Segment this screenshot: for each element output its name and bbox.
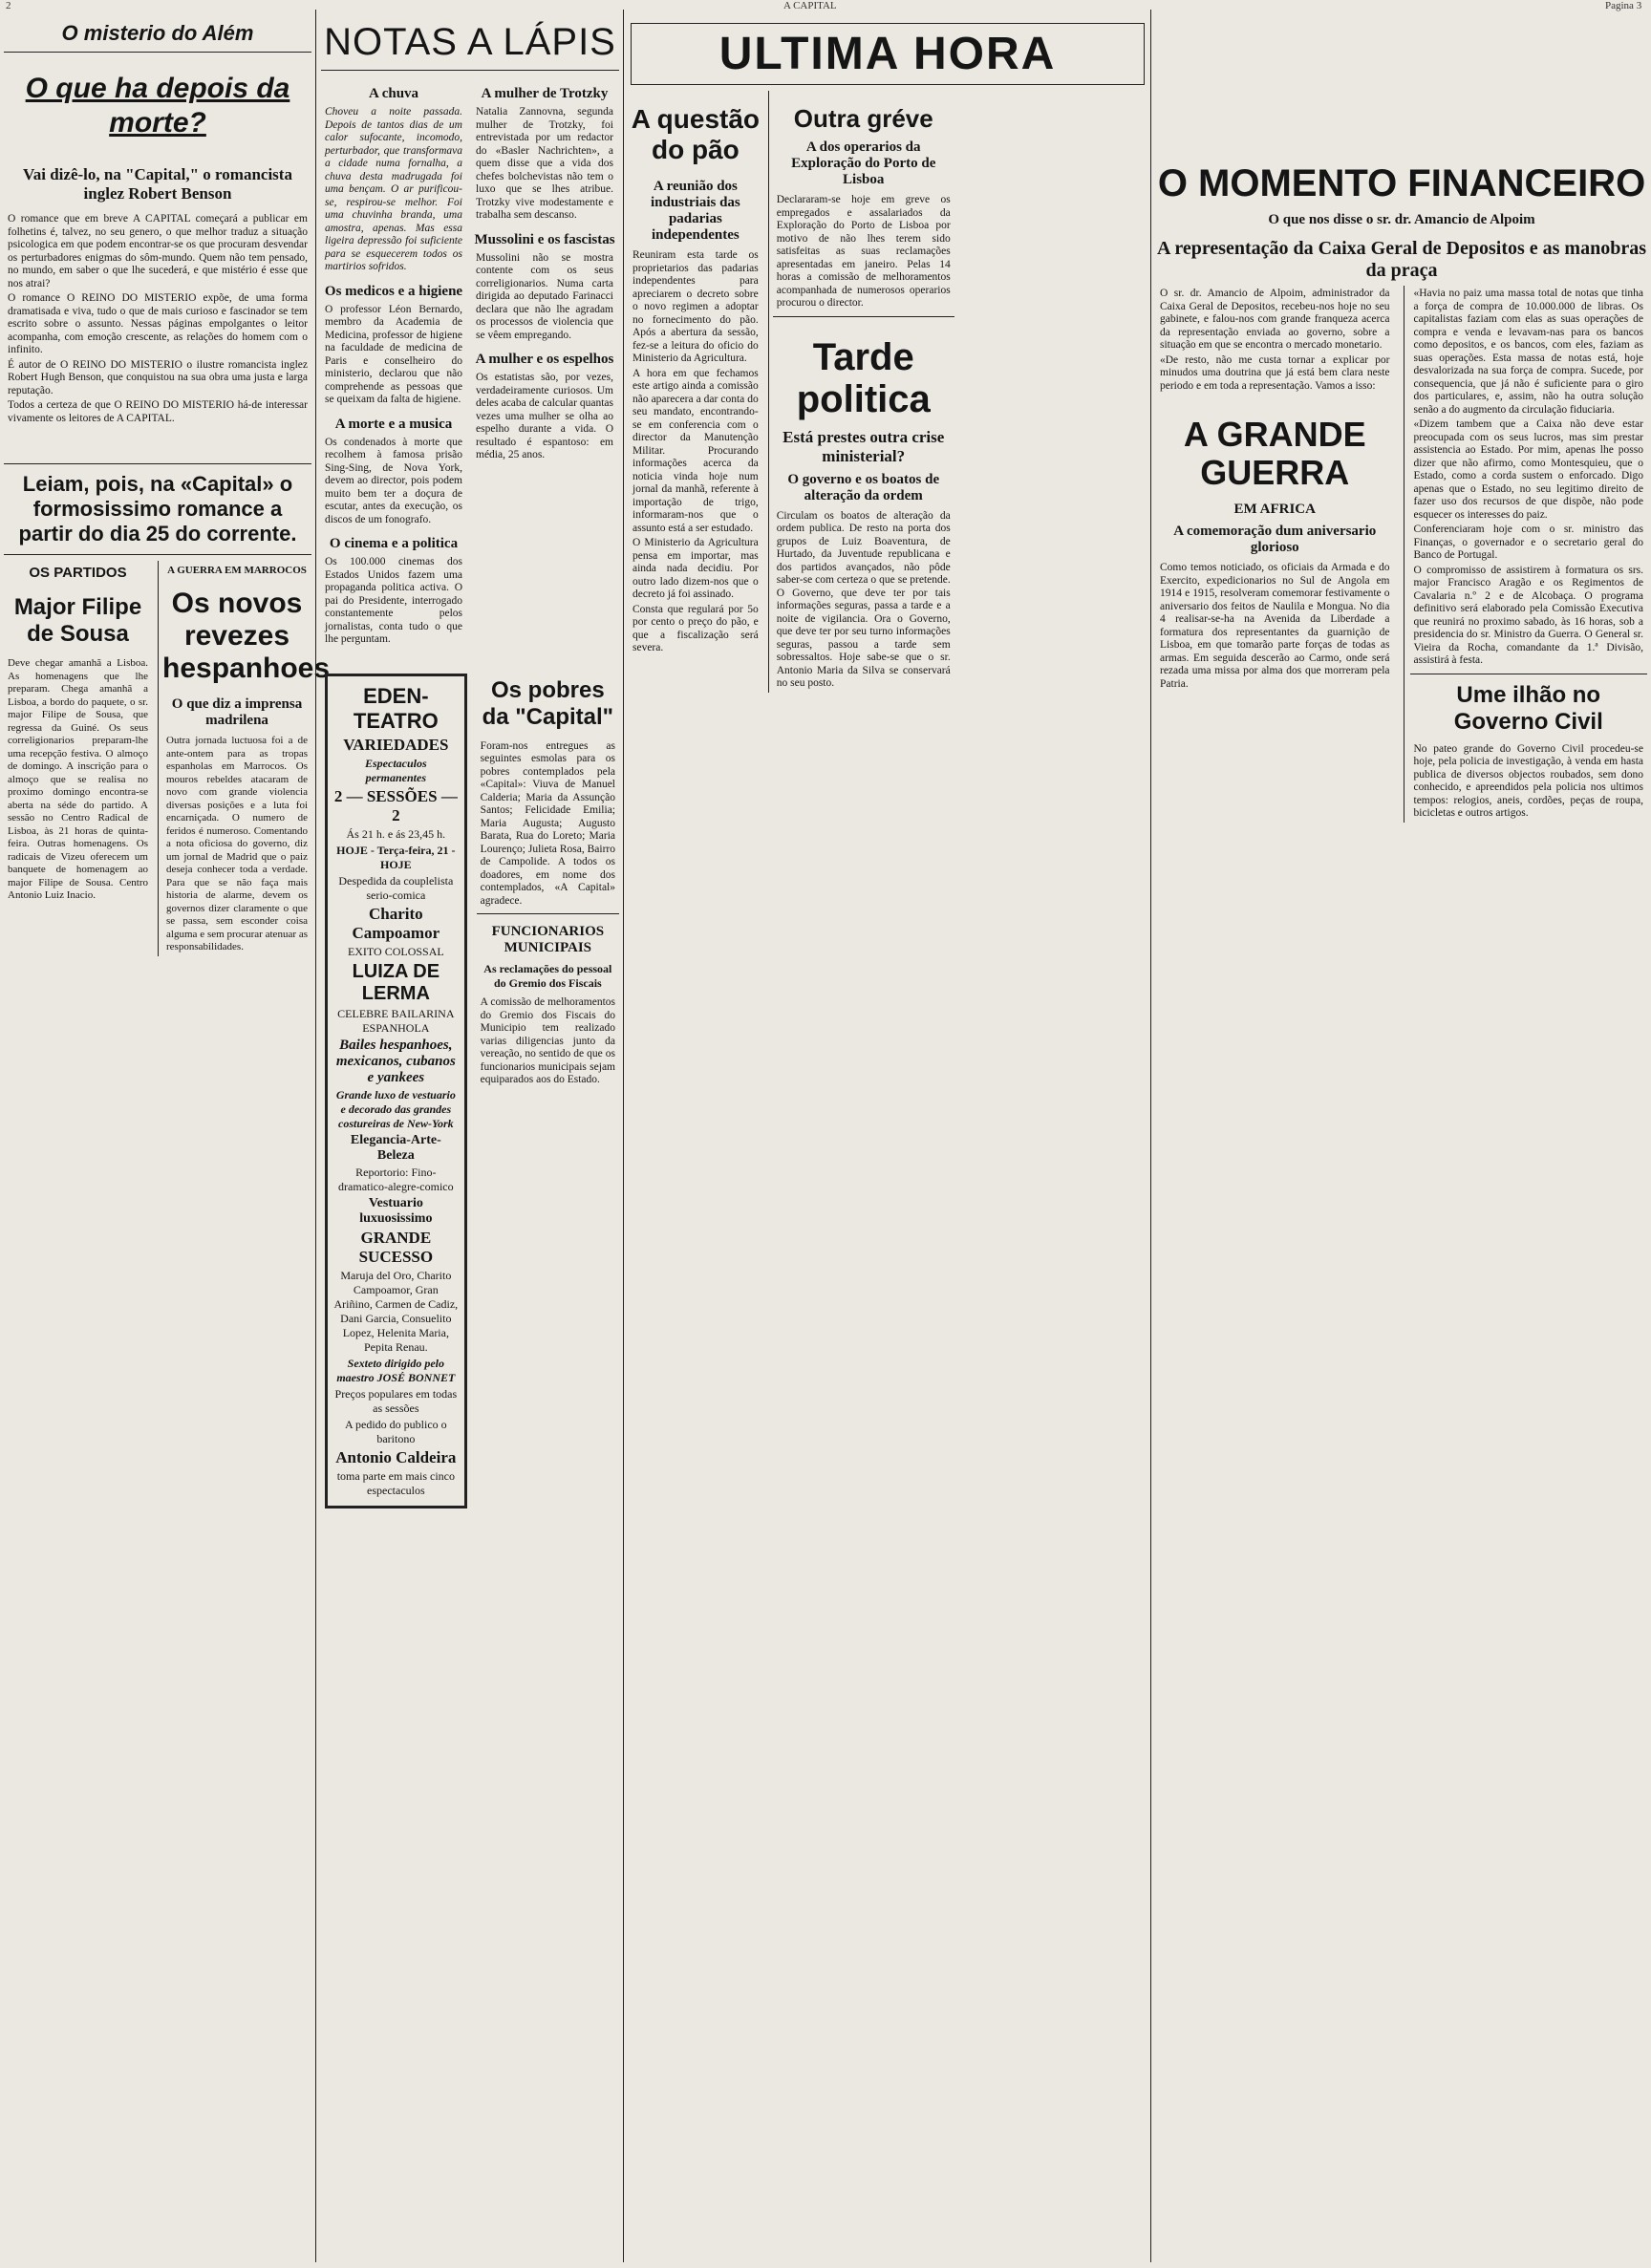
page-number: 2 — [6, 0, 11, 11]
caixa-columns — [1156, 286, 1647, 823]
paper-name: A CAPITAL — [783, 0, 837, 11]
pobres-title: Os pobres da "Capital" — [482, 676, 614, 730]
espelhos-title: A mulher e os espelhos — [475, 352, 614, 367]
pao-body: Reuniram esta tarde os proprietarios das padarias independentes para apreciarem o decreto sobre o novo regimen a adoptar no fornecimento do pão. Após a abertura da sessão, fez-se a leitura do oficio do Ministerio da Agricultura. — [633, 249, 759, 364]
funcionarios-body: A comissão de melhoramentos do Gremio dos Fiscais do Municipio tem realizado varias diligencias junto da vereação, no sentido de que os funcionarios municipais sejam equiparados aos do Estado. — [480, 996, 615, 1085]
feuilleton-notice: Leiam, pois, na «Capital» o formosissimo romance a partir do dia 25 do corrente. — [18, 472, 297, 546]
notas-columns — [321, 76, 619, 649]
ad-star2: LUIZA DE LERMA — [352, 960, 440, 1004]
caixa-body: «Havia no paiz uma massa total de notas que tinha a força de compra de 10.000.000 de libras. Os capitalistas faziam com elas as suas operações de compra e venda e levavam-nas para os bancos como depositos, e os bancos, com eles, faziam as suas operações. Esta massa de notas está, hoje desvalorizada na sua força de compra. Sucede, por consequencia, que já não é suficiente para o giro dos particulares, e, assim, não ha outra solução senão a do augmento da circulação fiduciaria. — [1413, 288, 1643, 416]
ad-prices: Preços populares em todas as sessões — [334, 1386, 458, 1415]
ad-star1: Charito Campoamor — [352, 904, 440, 942]
mussolini-title: Mussolini e os fascistas — [474, 231, 615, 247]
column-rule — [315, 10, 316, 2262]
column-4 — [1156, 17, 1647, 2260]
notas-left — [321, 76, 466, 649]
financeiro-title: O MOMENTO FINANCEIRO — [1157, 162, 1646, 204]
musica-title: A morte e a musica — [334, 416, 453, 432]
greve-title: Outra gréve — [793, 104, 933, 133]
cinema-body: Os 100.000 cinemas dos Estados Unidos fazem uma propaganda politica activa. O pai do Presidente, interrogado constantemente pelos jornalistas, conta tudo o que lhe perguntam. — [325, 556, 462, 645]
caixa-right — [1404, 286, 1648, 823]
divider — [477, 913, 619, 914]
page-corner: Pagina 3 — [1605, 0, 1642, 11]
medicos-body: O professor Léon Bernardo, membro da Academia de Medicina, professor de higiene na faculdade de medicina de Paris e conselheiro do ministerio, declarou que não comprehende as pessoas que se queixam da falta de higiene. — [325, 303, 462, 405]
subhead: Vai dizê-lo, na "Capital," o romancista inglez Robert Benson — [23, 165, 292, 203]
musica-body: Os condenados à morte que recolhem à famosa prisão Sing-Sing, de Nova York, devem ao director, pois podem muito bem ter a doçura de escutar, antes da execução, os discos de um fonografo. — [325, 436, 462, 525]
chuva-title: A chuva — [368, 86, 419, 101]
tarde-sub2: O governo e os boatos de alteração da ordem — [787, 471, 940, 503]
ad-elegance: Elegancia-Arte-Beleza — [350, 1132, 441, 1163]
tarde-sub: Está prestes outra crise ministerial? — [783, 427, 945, 465]
cinema-title: O cinema e a politica — [329, 536, 459, 551]
pao-title: A questão do pão — [631, 104, 761, 164]
ad-repertoire: Reportorio: Fino-dramatico-alegre-comico — [338, 1165, 454, 1193]
ad-shows: Espectaculos permanentes — [365, 756, 427, 784]
eden-teatro-ad — [325, 674, 467, 1508]
divider — [4, 463, 311, 464]
notas-right — [472, 76, 617, 649]
divider — [4, 554, 311, 555]
divider — [321, 70, 619, 71]
headline: O que ha depois da morte? — [25, 73, 290, 139]
ad-wardrobe: Vestuario luxuosissimo — [359, 1195, 433, 1226]
divider — [4, 52, 311, 53]
tarde-body: Circulam os boatos de alteração da ordem publica. De resto na porta dos grupos de Luiz Boaventura, de Hurtado, da Juventude republicana e dos partidos avançados, não pôde saber-se com certeza o que se pretende. O Governo, que deve ter por tais informações seguras, passa a tarde e a noite de vigilancia. Ora o Governo, que deve ter por seu turno informações seguras, passou a tarde sem sobressaltos. Hoje sabe-se que o sr. Antonio Maria da Silva se conservará no seu posto. — [776, 509, 951, 689]
pobres-column — [477, 668, 619, 1514]
masthead-ultima-hora: ULTIMA HORA — [718, 29, 1057, 79]
greve-body: Declararam-se hoje em greve os empregados e assalariados da Exploração do Porto de Lisboa por motivo de não lhes terem sido satisfeitas as suas reclamações apresentadas em janeiro. Pelas 14 horas a comissão de melhoramentos acompanhada de numerosos operarios procurou o director. — [776, 194, 951, 309]
marrocos-headline: Os novos revezes hespanhoes — [162, 588, 331, 684]
partidos-article — [4, 561, 152, 956]
column-3 — [629, 17, 1147, 2260]
pao-sub: A reunião dos industriais das padarias independentes — [650, 179, 740, 243]
ultima-right-columns — [773, 91, 1147, 693]
ad-sextet: Sexteto dirigido pelo maestro JOSÉ BONNET — [336, 1356, 456, 1384]
greve-sub: A dos operarios da Exploração do Porto de Lisboa — [791, 139, 936, 187]
guerra-title: A GRANDE GUERRA — [1183, 415, 1366, 492]
pao-body: Consta que regulará por 5o por cento o preço do pão, e que a fiscalização será severa. — [633, 603, 759, 653]
medicos-title: Os medicos e a higiene — [324, 283, 463, 299]
ad-today: HOJE - Terça-feira, 21 - HOJE — [336, 843, 456, 871]
funcionarios-sub: As reclamações do pessoal do Gremio dos Fiscais — [483, 962, 612, 990]
ad-farewell: Despedida da couplelista serio-comica — [338, 873, 454, 902]
ad-baritone-tail: toma parte em mais cinco espectaculos — [336, 1468, 455, 1497]
ad-success: GRANDE SUCESSO — [358, 1228, 434, 1266]
partidos-section: OS PARTIDOS — [29, 565, 127, 581]
ad-theatre: EDEN-TEATRO — [353, 683, 439, 733]
pao-body: O Ministerio da Agricultura pensa em importar, mas ainda nada decidiu. Por outro lado dizem-nos que o decreto já foi assinado. — [633, 537, 759, 600]
ultima-columns — [629, 91, 1147, 693]
ad-baritone-note: A pedido do publico o baritono — [345, 1417, 447, 1445]
article-paragraph: Todos a certeza de que O REINO DO MISTERIO há-de interessar vivamente os leitores de A CAPITAL. — [8, 399, 308, 424]
marrocos-article — [158, 561, 331, 956]
pao-body: A hora em que fechamos este artigo ainda a comissão não aparecera a dar conta do seu mandato, encontrando-se em conferencia com o director da Manutenção Militar. Procurando informações acerca da noticia vinda hoje num jornal da manhã, referente à importação de trigo, informaram-nos que o assunto está a ser estudado. — [633, 367, 759, 534]
masthead-notas: NOTAS A LÁPIS — [324, 21, 616, 63]
chuva-body: Choveu a noite passada. Depois de tantos dias de um calor sufocante, incomodo, perturbador, que transformava a cidade numa fornalha, a chuva desta madrugada foi uma bençam. O ar purificou-se, respirou-se melhor. Foi uma chuvinha branda, uma amostra, apenas. Mas essa ligeira depressão foi suficiente para se esquecerem todos os martirios sofridos. — [325, 106, 462, 272]
trotzky-body: Natalia Zannovna, segunda mulher de Trotzky, foi entrevistada por um redactor do «Basler Nachrichten», a quem disse que a vida dos chefes bolchevistas não tem o luxo que se lhes atribue. Trotzky vive modestamente e trabalha sem descanso. — [476, 106, 613, 221]
caixa-body: «De resto, não me custa tornar a explicar por minudos uma doutrina que já está bem clara neste periodo e em toda a representação. Vamos a isso: — [1160, 353, 1390, 392]
caixa-title: A representação da Caixa Geral de Depositos e as manobras da praça — [1156, 238, 1646, 281]
column-rule — [623, 10, 624, 2262]
ad-sessions: 2 — SESSÕES — 2 — [333, 786, 458, 824]
caixa-body: O sr. dr. Amancio de Alpoim, administrador da Caixa Geral de Depositos, recebeu-nos hoje no seu gabinete, e falou-nos com grande franqueza acerca da representação enviada ao governo, sobre a situação em que se encontra o mercado monetario. — [1160, 288, 1390, 351]
greve-column — [773, 91, 954, 693]
article-paragraph: É autor de O REINO DO MISTERIO o ilustre romancista inglez Robert Hugh Benson, que conquistou na sua obra uma justa e larga reputação. — [8, 358, 308, 396]
ad-kind: VARIEDADES — [343, 735, 449, 754]
column-1 — [4, 17, 331, 2260]
guerra-sub2: A comemoração dum aniversario glorioso — [1173, 524, 1377, 555]
guerra-sub: EM AFRICA — [1233, 502, 1316, 517]
ultima-right — [768, 91, 1147, 693]
guerra-body: O compromisso de assistirem à formatura os srs. major Francisco Aragão e os Regimentos de Cavalaria n.º 2 e de Alcobaça. O programa definitivo será elaborado pela Comissão Executiva que reunirá no proximo sabado, às 16 horas, sob a presidencia do sr. Ministro da Guerra. O General sr. Vieira da Rocha, comandante da 1.ª Divisão, assistirá à festa. — [1413, 564, 1643, 666]
column-2 — [321, 17, 619, 2260]
article-paragraph: O romance que em breve A CAPITAL começará a publicar em folhetins é, talvez, no seu genero, o que melhor traduz a situação psicologica em que podem encontrar-se os que procuram desvendar os perturbadores enigmas do sôm-mundo. Quem não tem pensado, no mundo, em saber o que lhe sucederá, e que mistério é esse que nos atrai? — [8, 213, 308, 289]
ad-star2-desc: CELEBRE BAILARINA ESPANHOLA — [337, 1006, 455, 1035]
partidos-body: Deve chegar amanhã a Lisboa. As homenagens que lhe preparam. Chega amanhã a Lisboa, a bordo do paquete, o sr. major Filipe de Sousa, que regressa da Guiné. Os seus correligionarios preparam-lhe uma recepção festiva. O almoço de domingo. A inscrição para o almoço que se realisa no proximo domingo encontra-se aberta na séde do partido. A sessão no Centro Radical de Lisboa, às 21 horas de quinta-feira. Outras homenagens. Os radicais de Vizeu oferecem um banquete de homenagem ao major Filipe de Sousa. Centro Antonio Luiz Inacio. — [8, 657, 148, 901]
ilhao-body: No pateo grande do Governo Civil procedeu-se hoje, pela policia de investigação, à venda em hasta publica de diversos objectos roubados, sem dono conhecido, e apreendidos pela policia nos ultimos tempos: relogios, aneis, cordões, peças de roupa, bicicletas e outros artigos. — [1413, 742, 1643, 819]
lower-section — [321, 668, 619, 1514]
article-paragraph: O romance O REINO DO MISTERIO expõe, de uma forma dramatisada e viva, tudo o que de mais curioso e fascinador se tem escrito sobre o assunto. Nessas páginas empolgantes o leitor acompanha, com emoção crescente, as relações do homem com o infinito. — [8, 292, 308, 355]
ad-baritone: Antonio Caldeira — [335, 1447, 457, 1466]
ad-times: Ás 21 h. e ás 23,45 h. — [346, 826, 446, 841]
partidos-headline: Major Filipe de Sousa — [13, 594, 142, 647]
caixa-body: Conferenciaram hoje com o sr. ministro das Finanças, o governador e o secretario geral do Banco de Portugal. — [1413, 524, 1643, 561]
column-rule — [1150, 10, 1151, 2262]
section-title: O misterio do Além — [61, 21, 254, 45]
ultima-left — [629, 91, 762, 693]
ad-cast: Maruja del Oro, Charito Campoamor, Gran Ariñino, Carmen de Cadiz, Dani Garcia, Consuelito Lopez, Helenita Maria, Pepita Renau. — [333, 1268, 459, 1354]
ad-dances: Bailes hespanhoes, mexicanos, cubanos e yankees — [335, 1037, 456, 1085]
tarde-title: Tarde politica — [796, 335, 931, 420]
marrocos-section: A GUERRA EM MARROCOS — [167, 565, 307, 576]
lower-columns — [4, 561, 331, 956]
divider — [773, 316, 954, 317]
caixa-left — [1156, 286, 1394, 823]
ilhao-title: Ume ilhão no Governo Civil — [1453, 681, 1603, 735]
espelhos-body: Os estatistas são, por vezes, verdadeiramente curiosos. Um deles acaba de calcular quantas vezes uma mulher se olha ao espelho durante a vida. O resultado é espantoso: em média, 25 anos. — [476, 372, 613, 460]
pobres-body: Foram-nos entregues as seguintes esmolas para os pobres contemplados pela «Capital»: Viuva de Manuel Calderia; Maria da Assunção Santos; Felicidade Emilia; Maria Augusta; Augusto Barata, Rua do Loreto; Maria Lourenço; Julieta Rosa, Bairro de Campolide. A todos os doadores, em nome dos contemplados, «A Capital» agradece. — [480, 739, 615, 907]
trotzky-title: A mulher de Trotzky — [481, 86, 609, 101]
caixa-body: «Dizem tambem que a Caixa não deve estar preocupada com os seus lucros, mas sim prestar assistencia ao Estado. Por mim, apenas lhe posso dizer que não afirmo, como Montesquieu, que o Estado, como a corda sustem o enforcado. Digo apenas que o Estado, no seu legitimo direito de fazer uso dos recursos de que dispõe, não pode esquecer os interesses do paiz. — [1413, 418, 1643, 521]
marrocos-subhead: O que diz a imprensa madrilena — [171, 696, 303, 728]
ad-exito: EXITO COLOSSAL — [347, 944, 444, 958]
guerra-body: Como temos noticiado, os oficiais da Armada e do Exercito, expedicionarios no Sul de Angola em 1914 e 1915, resolveram comemorar festivamente o aniversario dos feitos de Naulila e Mongua. No dia 4 realisar-se-ha na Avenida da Liberdade a formatura dos representantes da guarnição de Lisboa, em que tomarão parte forças de todas as armas. Em seguida descerão ao Carmo, onde será rezada uma missa por alma dos que morreram pela Patria. — [1160, 562, 1390, 690]
funcionarios-title: FUNCIONARIOS MUNICIPAIS — [491, 924, 605, 955]
financeiro-sub: O que nos disse o sr. dr. Amancio de Alpoim — [1268, 212, 1535, 227]
mussolini-body: Mussolini não se mostra contente com os seus correligionarios. Numa carta dirigida ao deputado Farinacci declara que não lhe agradam os processos de violencia que se vêem empregando. — [476, 251, 613, 341]
marrocos-body: Outra jornada luctuosa foi a de ante-ontem para as tropas espanholas em Marrocos. Os mouros rebeldes atacaram de novo com grande violencia diversas posições e a luta foi encarniçada. O numero de feridos é numeroso. Comentando a nota oficiosa do governo, diz um jornal de Madrid que o paiz deseja conhecer toda a verdade. Para que se não faça mais historia de alarme, devem os governos dizer claramente o que se passa, sem esconder coisa alguma e sem procurar atenuar as responsabilidades. — [166, 735, 308, 952]
ultima-hora-masthead — [631, 23, 1145, 85]
ad-luxury: Grande luxo de vestuario e decorado das grandes costureiras de New-York — [335, 1087, 456, 1130]
